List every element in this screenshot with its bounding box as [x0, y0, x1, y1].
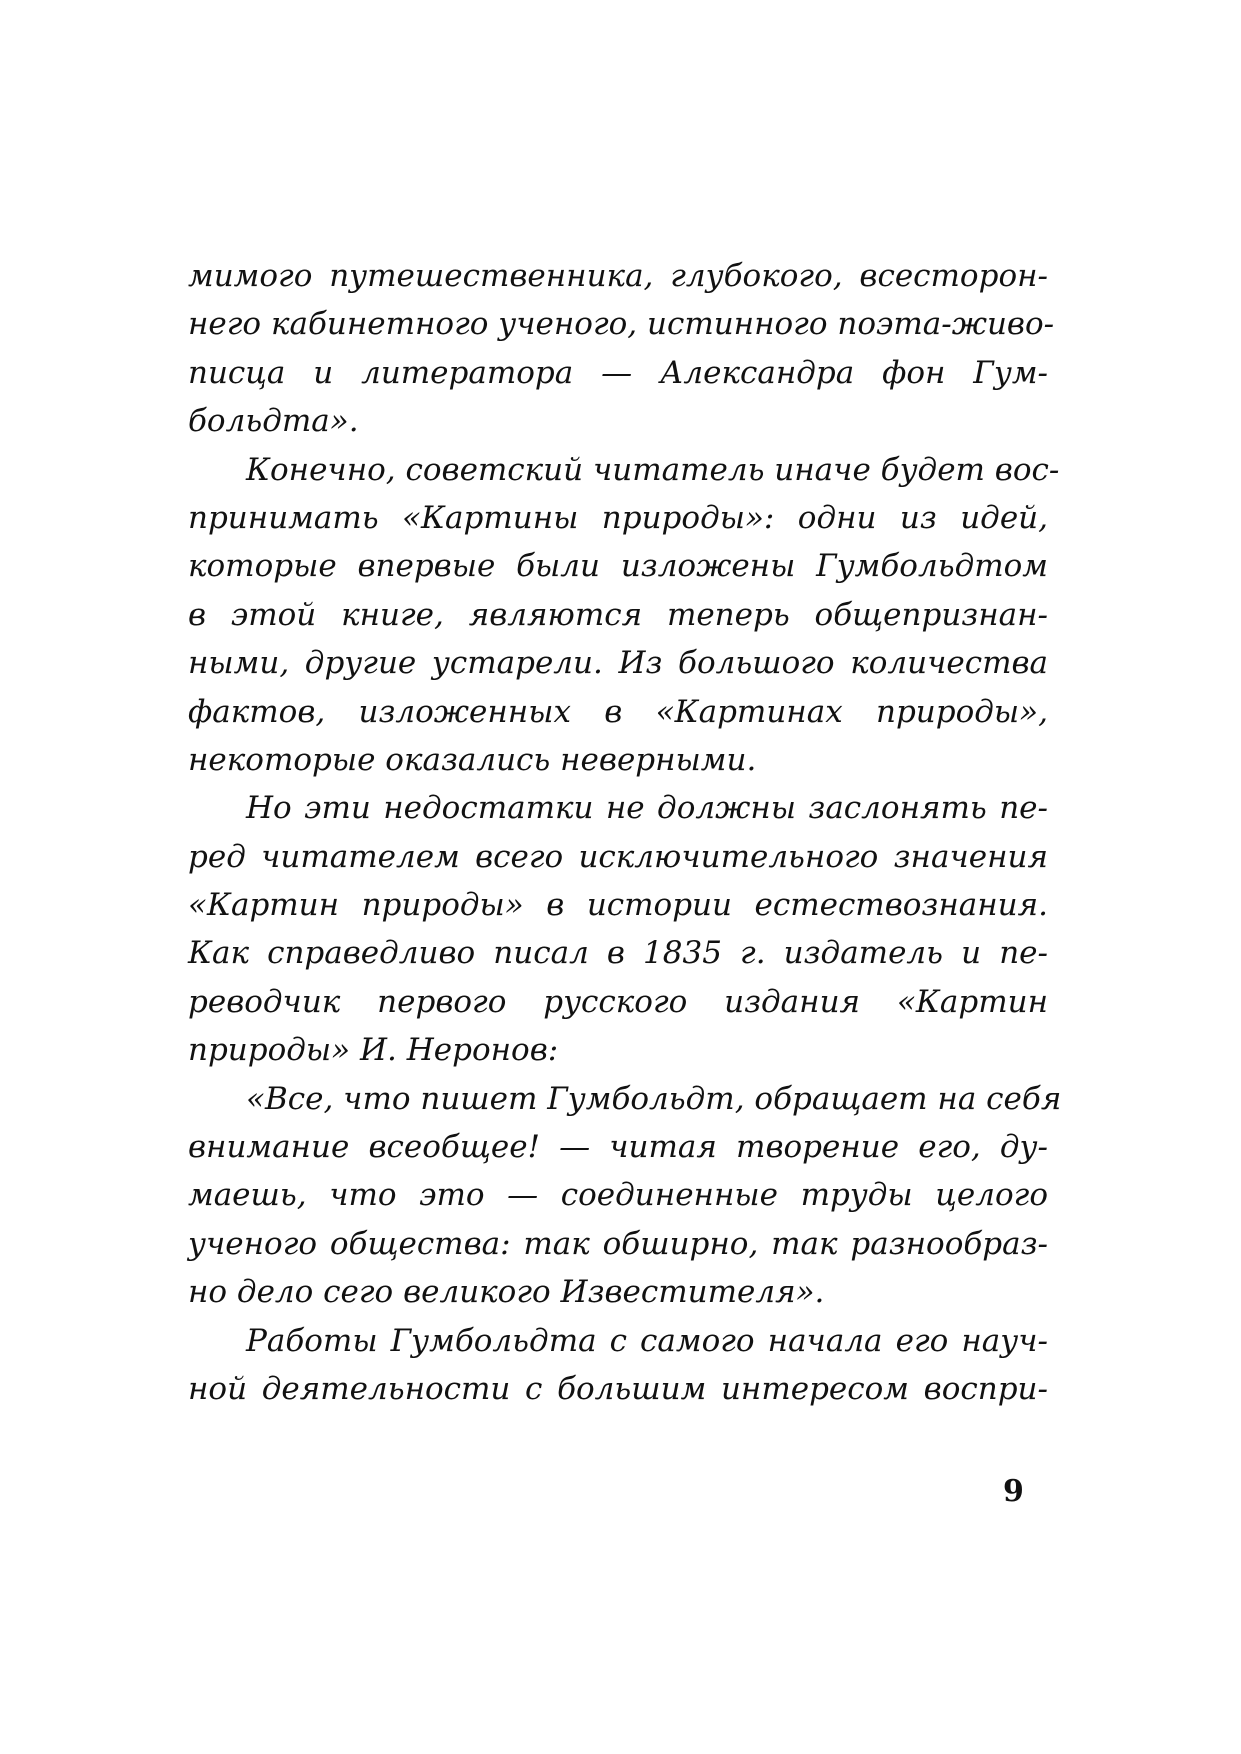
text-line: «Картин природы» в истории естествознания.	[188, 887, 1048, 924]
text-line: ными, другие устарели. Из большого количества	[188, 645, 1048, 682]
quote-start-line: «Все, что пишет Гумбольдт, обращает на себя	[246, 1080, 1062, 1117]
text-line: ред читателем всего исключительного значения	[188, 838, 1048, 875]
paragraph-start-line: Но эти недостатки не должны заслонять пе-	[246, 790, 1048, 827]
text-line: в этой книге, являются теперь общепризнан-	[188, 596, 1048, 633]
page-number: 9	[1003, 1474, 1024, 1509]
text-line: мимого путешественника, глубокого, всесторон-	[188, 258, 1048, 294]
paragraph-start-line: Работы Гумбольдта с самого начала его науч-	[246, 1322, 1048, 1359]
quote-line: но дело сего великого Известителя».	[188, 1274, 825, 1311]
text-line: некоторые оказались неверными.	[188, 741, 757, 778]
text-line: природы» И. Неронов:	[188, 1032, 559, 1069]
quote-line: ученого общества: так обширно, так разнообраз-	[188, 1225, 1048, 1262]
text-line: писца и литератора — Александра фон Гум-	[188, 354, 1048, 391]
text-line: больдта».	[188, 403, 359, 440]
quote-line: внимание всеобщее! — читая творение его, ду-	[188, 1129, 1048, 1166]
text-line: него кабинетного ученого, истинного поэта-живо-	[188, 306, 1055, 343]
text-line: фактов, изложенных в «Картинах природы»,	[188, 693, 1048, 730]
paragraph-start-line: Конечно, советский читатель иначе будет вос-	[246, 451, 1060, 488]
text-line: которые впервые были изложены Гумбольдтом	[188, 548, 1048, 585]
body-text	[188, 252, 1062, 1413]
quote-line: маешь, что это — соединенные труды целого	[188, 1177, 1048, 1214]
text-line: реводчик первого русского издания «Картин	[188, 983, 1048, 1020]
text-line: ной деятельности с большим интересом воспри-	[188, 1370, 1048, 1407]
text-line: Как справедливо писал в 1835 г. издатель и пе-	[188, 935, 1048, 972]
text-line: принимать «Картины природы»: одни из идей,	[188, 499, 1048, 536]
